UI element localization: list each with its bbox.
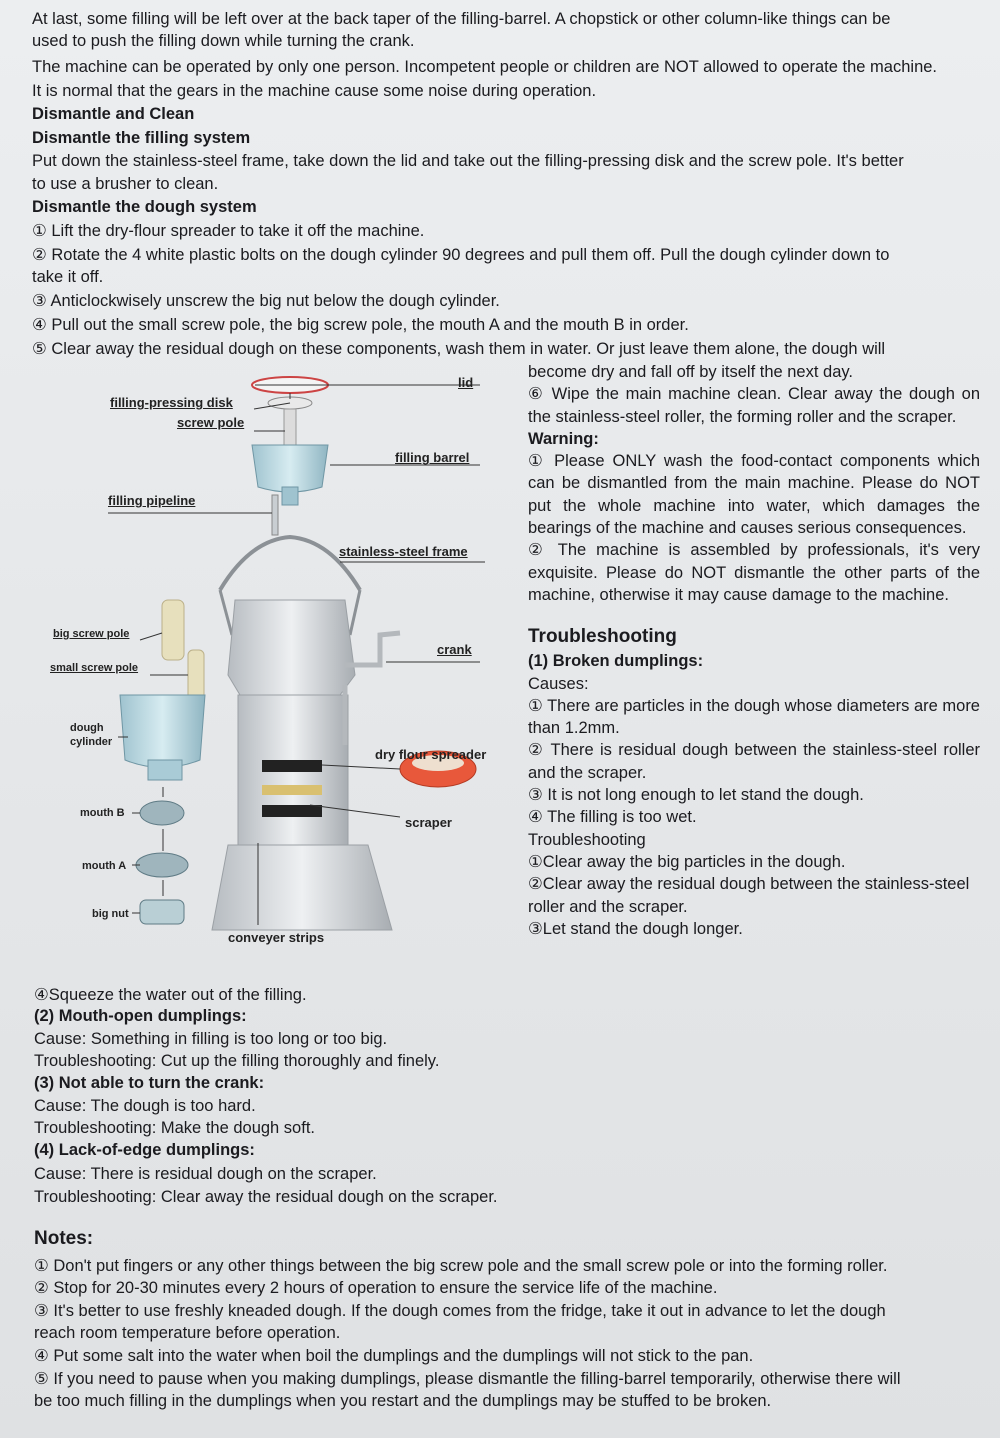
dismantle-dough-heading: Dismantle the dough system	[32, 198, 257, 216]
warning-heading: Warning:	[528, 429, 599, 448]
notes-heading: Notes:	[34, 1228, 94, 1249]
right-column	[528, 361, 980, 940]
label-filling-pressing-disk: filling-pressing disk	[110, 395, 233, 410]
troubleshooting-heading: Troubleshooting	[528, 626, 677, 648]
dismantle-heading: Dismantle and Clean	[32, 105, 195, 123]
label-conveyer-strips: conveyer strips	[228, 930, 325, 945]
warning-1: ① Please ONLY wash the food-contact components which can be dismantled from the main machine. Please do NOT put the whole machine into water, which damages the bearings of the machine and causes serious consequences.	[528, 452, 980, 538]
dismantle-filling-heading: Dismantle the filling system	[32, 129, 251, 147]
label-big-screw-pole: big screw pole	[53, 628, 130, 640]
mouth-a-part	[136, 853, 188, 877]
dough-step-2-line-1: ② Rotate the 4 white plastic bolts on the dough cylinder 90 degrees and pull them off. Pull the dough cylinder down to	[32, 246, 890, 264]
label-dough-cylinder-2: cylinder	[70, 736, 113, 748]
note-1: ① Don't put fingers or any other things between the big screw pole and the small screw pole or into the forming roller.	[34, 1257, 888, 1275]
note-3-line-2: reach room temperature before operation.	[34, 1324, 341, 1342]
machine-diagram	[0, 365, 520, 985]
troubleshooting-label: Troubleshooting	[528, 830, 646, 849]
frame-leg-right	[350, 590, 360, 635]
machine-foot	[212, 845, 392, 930]
dough-step-4: ④ Pull out the small screw pole, the big screw pole, the mouth A and the mouth B in order.	[32, 316, 689, 334]
cause-1: ① There are particles in the dough whose diameters are more than 1.2mm.	[528, 696, 980, 738]
frame-leg-left	[220, 590, 232, 635]
roller-strip-1	[262, 760, 322, 772]
fix-1: ①Clear away the big particles in the dough.	[528, 852, 846, 871]
dismantle-filling-line-1: Put down the stainless-steel frame, take down the lid and take out the filling-pressing disk and the screw pole. It's better	[32, 152, 904, 170]
fix-2: ②Clear away the residual dough between the stainless-steel roller and the scraper.	[528, 875, 970, 916]
label-dough-cylinder-1: dough	[70, 722, 104, 734]
causes-label: Causes:	[528, 674, 589, 693]
crank-cause: Cause: The dough is too hard.	[34, 1097, 256, 1115]
filling-barrel-part	[252, 445, 328, 492]
dough-step-3: ③ Anticlockwisely unscrew the big nut below the dough cylinder.	[32, 292, 500, 310]
roller-strip-2	[262, 785, 322, 795]
mouth-open-cause: Cause: Something in filling is too long or too big.	[34, 1030, 388, 1048]
machine-body	[228, 600, 355, 695]
intro-line-4: It is normal that the gears in the machine cause some noise during operation.	[32, 82, 597, 100]
edge-cause: Cause: There is residual dough on the scraper.	[34, 1165, 377, 1183]
crank-heading: (3) Not able to turn the crank:	[34, 1074, 265, 1092]
dough-step-1: ① Lift the dry-flour spreader to take it off the machine.	[32, 222, 425, 240]
label-small-screw-pole: small screw pole	[50, 662, 139, 674]
label-dry-flour-spreader: dry flour spreader	[375, 747, 487, 762]
edge-heading: (4) Lack-of-edge dumplings:	[34, 1141, 255, 1159]
label-screw-pole: screw pole	[177, 415, 245, 430]
broken-dumplings-heading: (1) Broken dumplings:	[528, 652, 704, 671]
filling-barrel-neck	[282, 487, 298, 505]
fix-3: ③Let stand the dough longer.	[528, 919, 743, 938]
label-crank: crank	[437, 642, 472, 657]
big-screw-pole-part	[162, 600, 184, 660]
note-2: ② Stop for 20-30 minutes every 2 hours of operation to ensure the service life of the machine.	[34, 1279, 718, 1297]
note-4: ④ Put some salt into the water when boil the dumplings and the dumplings will not stick to the pan.	[34, 1347, 754, 1365]
intro-line-3: The machine can be operated by only one person. Incompetent people or children are NOT allowed to operate the machine.	[32, 58, 938, 76]
mouth-open-heading: (2) Mouth-open dumplings:	[34, 1007, 247, 1025]
screw-pole-part	[284, 409, 296, 449]
warning-2: ② The machine is assembled by professionals, it's very exquisite. Please do NOT dismantle the other parts of the machine, otherwise it may cause damage to the machine.	[528, 541, 980, 604]
note-5-line-2: be too much filling in the dumplings when you restart and the dumplings may be stuffed to be broken.	[34, 1392, 772, 1410]
label-lid: lid	[458, 375, 474, 390]
cause-4: ④ The filling is too wet.	[528, 808, 697, 827]
crank-fix: Troubleshooting: Make the dough soft.	[34, 1119, 315, 1137]
small-screw-pole-part	[188, 650, 204, 700]
dough-step-2-line-2: take it off.	[32, 268, 104, 286]
big-nut-part	[140, 900, 184, 924]
intro-line-2: used to push the filling down while turning the crank.	[32, 32, 415, 50]
label-stainless-steel-frame: stainless-steel frame	[339, 544, 468, 559]
mouth-open-fix: Troubleshooting: Cut up the filling thoroughly and finely.	[34, 1052, 440, 1070]
filling-pipeline-part	[272, 495, 278, 535]
dismantle-filling-line-2: to use a brusher to clean.	[32, 175, 219, 193]
note-5-line-1: ⑤ If you need to pause when you making dumplings, please dismantle the filling-barrel temporarily, otherwise there will	[34, 1370, 901, 1388]
cause-2: ② There is residual dough between the stainless-steel roller and the scraper.	[528, 741, 980, 782]
label-big-nut: big nut	[92, 908, 129, 920]
intro-line-1: At last, some filling will be left over at the back taper of the filling-barrel. A chopstick or other column-like things can be	[32, 10, 891, 28]
label-mouth-b: mouth B	[80, 807, 125, 819]
label-scraper: scraper	[405, 815, 452, 830]
label-mouth-a: mouth A	[82, 860, 127, 872]
step-5-continued: become dry and fall off by itself the next day.	[528, 363, 853, 381]
label-filling-barrel: filling barrel	[395, 450, 470, 465]
mouth-b-part	[140, 801, 184, 825]
fix-4: ④Squeeze the water out of the filling.	[34, 986, 307, 1004]
edge-fix: Troubleshooting: Clear away the residual dough on the scraper.	[34, 1188, 498, 1206]
note-3-line-1: ③ It's better to use freshly kneaded dough. If the dough comes from the fridge, take it out in advance to let the dough	[34, 1302, 886, 1320]
dough-step-5: ⑤ Clear away the residual dough on these components, wash them in water. Or just leave them alone, the dough will	[32, 340, 886, 358]
dough-cylinder-part	[120, 695, 205, 768]
dough-cylinder-neck	[148, 760, 182, 780]
roller-strip-3	[262, 805, 322, 817]
cause-3: ③ It is not long enough to let stand the dough.	[528, 786, 864, 805]
label-filling-pipeline: filling pipeline	[108, 493, 196, 508]
step-6: ⑥ Wipe the main machine clean. Clear away the dough on the stainless-steel roller, the forming roller and the scraper.	[528, 385, 980, 426]
